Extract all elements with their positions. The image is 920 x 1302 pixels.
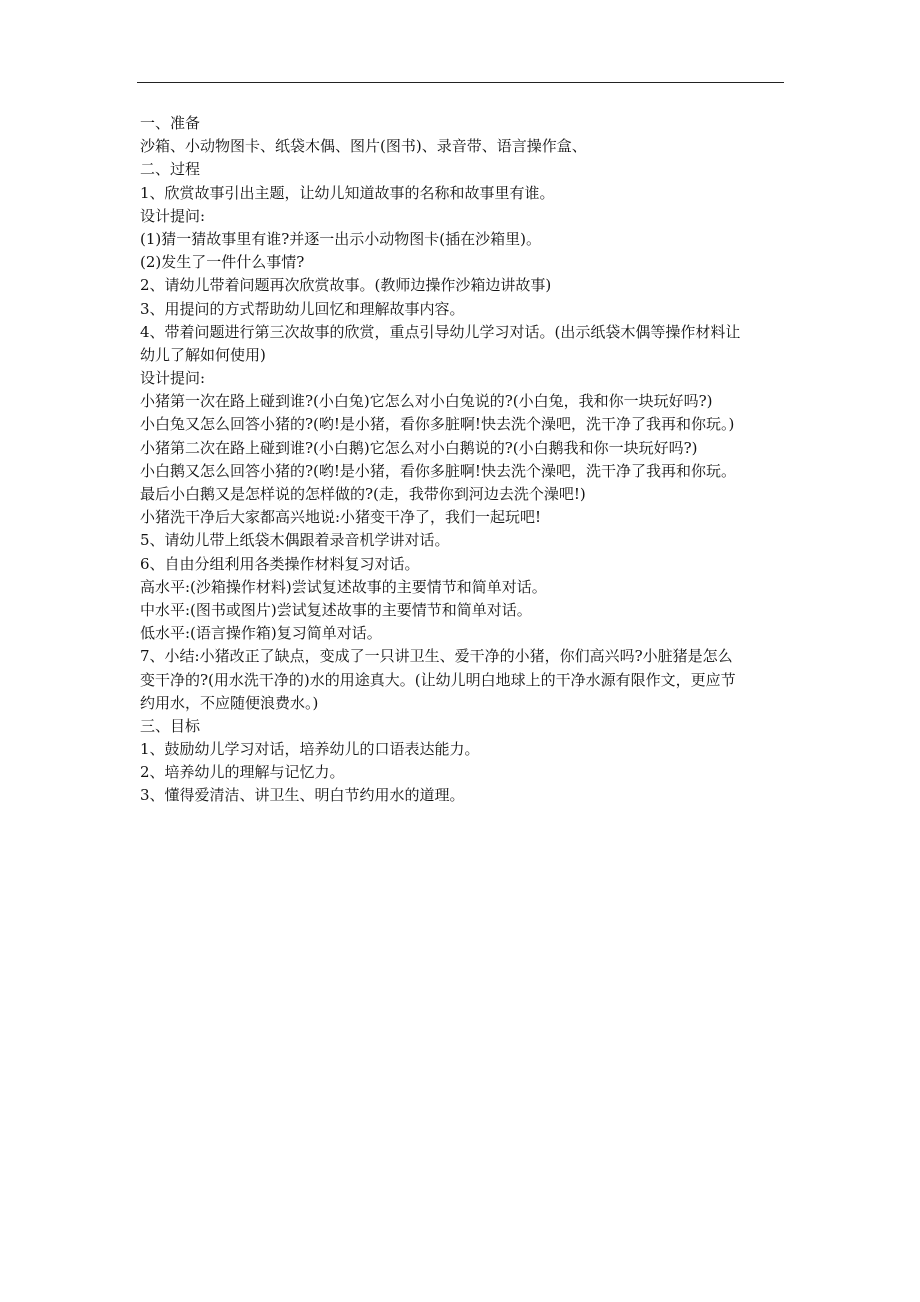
text-line: 2、培养幼儿的理解与记忆力。 bbox=[140, 763, 345, 782]
text-line: 1、欣赏故事引出主题，让幼儿知道故事的名称和故事里有谁。 bbox=[140, 183, 555, 202]
text-line: 小白兔又怎么回答小猪的?(哟!是小猪，看你多脏啊!快去洗个澡吧，洗干净了我再和你玩。) bbox=[140, 415, 735, 434]
text-line: (1)猜一猜故事里有谁?并逐一出示小动物图卡(插在沙箱里)。 bbox=[140, 229, 541, 248]
text-line: 沙箱、小动物图卡、纸袋木偶、图片(图书)、录音带、语言操作盒、 bbox=[140, 137, 587, 156]
text-line: 小猪第二次在路上碰到谁?(小白鹅)它怎么对小白鹅说的?(小白鹅我和你一块玩好吗?) bbox=[140, 438, 698, 457]
header-rule bbox=[137, 82, 784, 83]
text-line: 小猪第一次在路上碰到谁?(小白兔)它怎么对小白兔说的?(小白兔，我和你一块玩好吗?) bbox=[140, 392, 713, 411]
text-line: 变干净的?(用水洗干净的)水的用途真大。(让幼儿明白地球上的干净水源有限作文，更应节 bbox=[140, 670, 736, 689]
text-line: 幼儿了解如何使用) bbox=[140, 345, 266, 364]
text-line: 4、带着问题进行第三次故事的欣赏，重点引导幼儿学习对话。(出示纸袋木偶等操作材料让 bbox=[140, 322, 741, 341]
text-line: (2)发生了一件什么事情? bbox=[140, 253, 305, 272]
text-line: 2、请幼儿带着问题再次欣赏故事。(教师边操作沙箱边讲故事) bbox=[140, 276, 552, 295]
text-line: 小白鹅又怎么回答小猪的?(哟!是小猪，看你多脏啊!快去洗个澡吧，洗干净了我再和你玩。 bbox=[140, 461, 736, 480]
text-line: 1、鼓励幼儿学习对话，培养幼儿的口语表达能力。 bbox=[140, 740, 480, 759]
section-heading-process: 二、过程 bbox=[140, 160, 201, 179]
document-body bbox=[140, 112, 786, 808]
text-line: 中水平:(图书或图片)尝试复述故事的主要情节和简单对话。 bbox=[140, 600, 532, 619]
text-line: 3、用提问的方式帮助幼儿回忆和理解故事内容。 bbox=[140, 299, 465, 318]
text-line: 最后小白鹅又是怎样说的怎样做的?(走，我带你到河边去洗个澡吧!) bbox=[140, 485, 586, 503]
section-heading-goals: 三、目标 bbox=[140, 716, 201, 735]
text-line: 6、自由分组利用各类操作材料复习对话。 bbox=[140, 554, 420, 573]
section-heading-preparation: 一、准备 bbox=[140, 114, 201, 132]
text-line: 高水平:(沙箱操作材料)尝试复述故事的主要情节和简单对话。 bbox=[140, 577, 547, 596]
text-line: 5、请幼儿带上纸袋木偶跟着录音机学讲对话。 bbox=[140, 531, 450, 550]
text-line: 3、懂得爱清洁、讲卫生、明白节约用水的道理。 bbox=[140, 786, 465, 805]
text-line: 约用水，不应随便浪费水。) bbox=[140, 693, 319, 712]
text-line: 设计提问: bbox=[140, 206, 206, 225]
text-line: 小猪洗干净后大家都高兴地说:小猪变干净了，我们一起玩吧! bbox=[140, 508, 542, 527]
text-line: 低水平:(语言操作箱)复习简单对话。 bbox=[140, 624, 382, 643]
text-line: 7、小结:小猪改正了缺点，变成了一只讲卫生、爱干净的小猪，你们高兴吗?小脏猪是怎么 bbox=[140, 647, 733, 666]
text-line: 设计提问: bbox=[140, 369, 206, 388]
